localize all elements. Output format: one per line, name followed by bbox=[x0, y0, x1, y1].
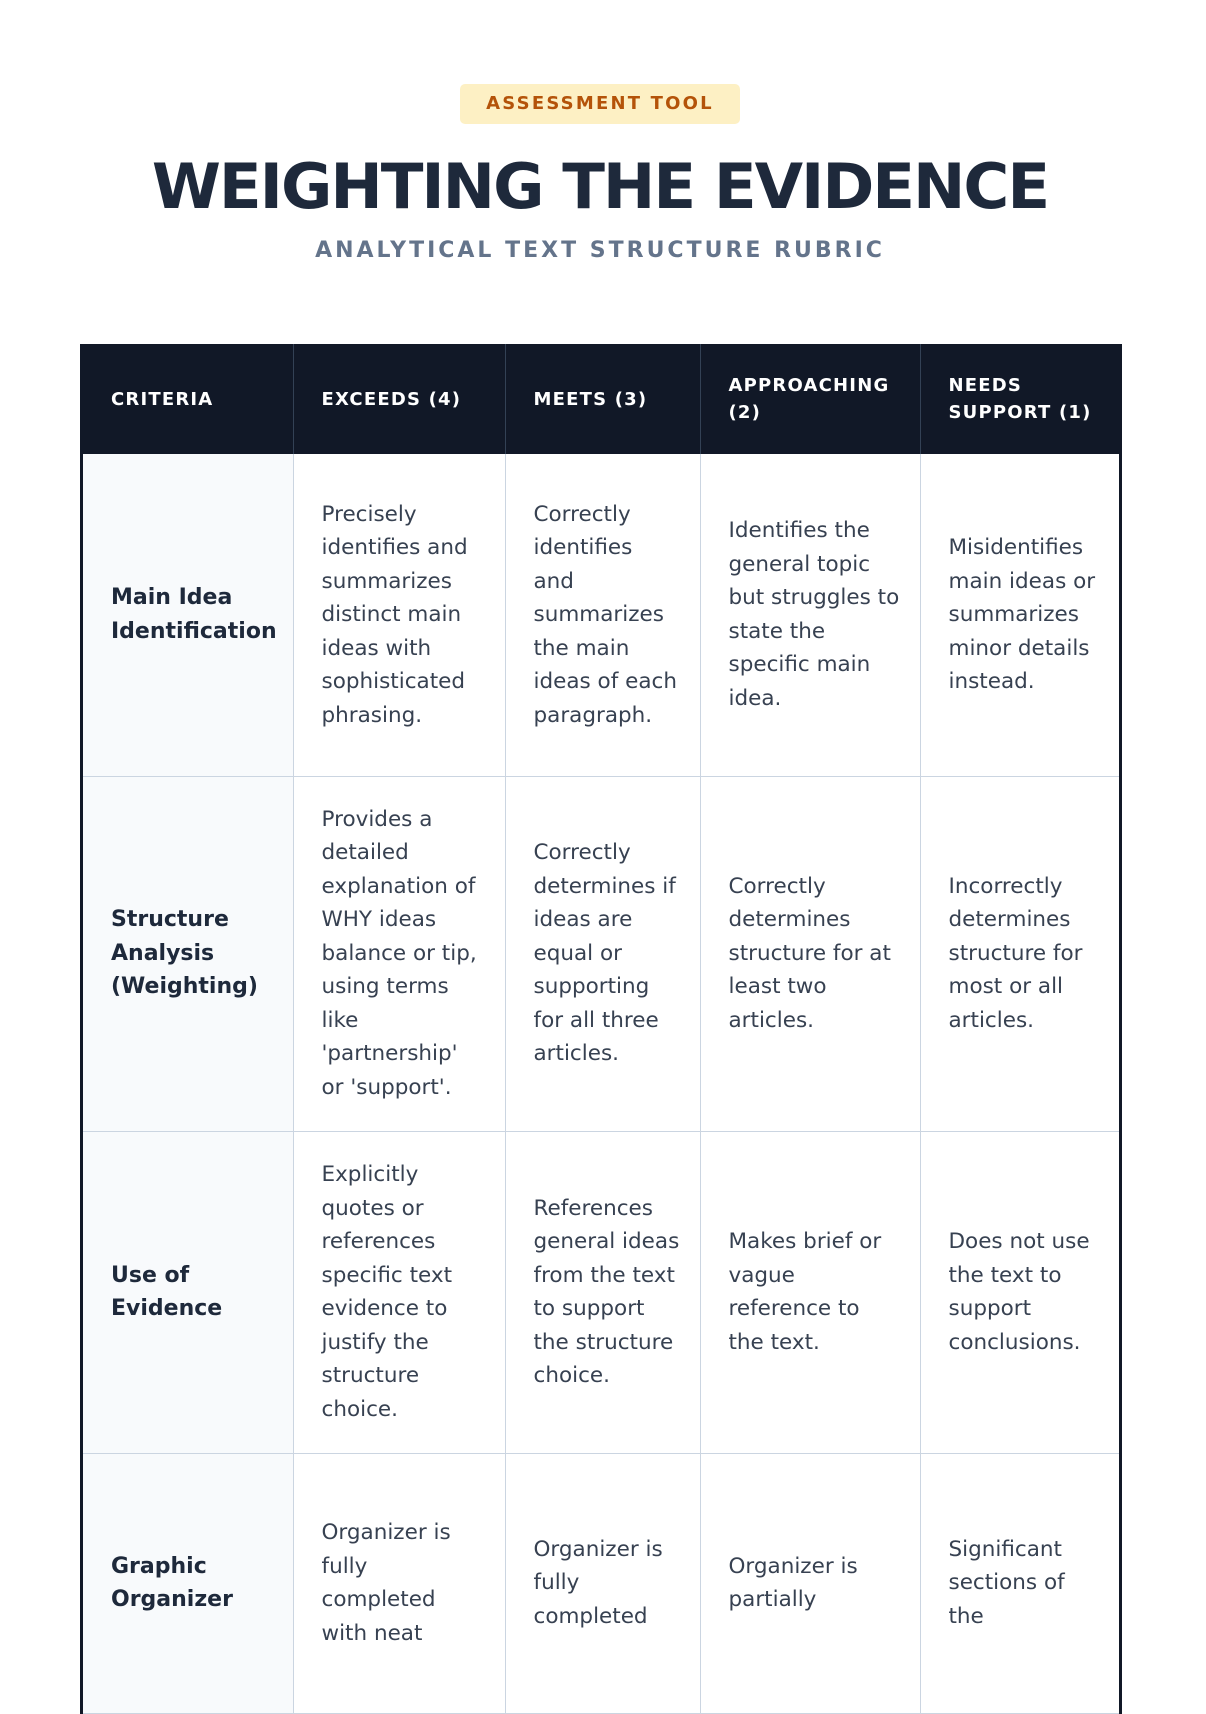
column-header-approaching: APPROACHING (2) bbox=[700, 344, 920, 454]
criteria-cell: Graphic Organizer bbox=[83, 1453, 293, 1713]
table-row bbox=[83, 1453, 1119, 1713]
exceeds-cell: Precisely identifies and summarizes distinct main ideas with sophisticated phrasing. bbox=[293, 454, 505, 776]
needs-support-cell: Misidentifies main ideas or summarizes minor details instead. bbox=[920, 454, 1119, 776]
approaching-cell: Makes brief or vague reference to the text. bbox=[700, 1131, 920, 1453]
header-row bbox=[83, 344, 1119, 454]
approaching-cell: Organizer is partially bbox=[700, 1453, 920, 1713]
page-title: WEIGHTING THE EVIDENCE bbox=[151, 150, 1049, 223]
rubric-table bbox=[83, 344, 1119, 1714]
criteria-cell: Structure Analysis (Weighting) bbox=[83, 776, 293, 1131]
approaching-cell: Correctly determines structure for at least two articles. bbox=[700, 776, 920, 1131]
needs-support-cell: Significant sections of the bbox=[920, 1453, 1119, 1713]
meets-cell: Organizer is fully completed bbox=[505, 1453, 700, 1713]
column-header-needs-support: NEEDS SUPPORT (1) bbox=[920, 344, 1119, 454]
approaching-cell: Identifies the general topic but struggles to state the specific main idea. bbox=[700, 454, 920, 776]
table-row bbox=[83, 454, 1119, 776]
meets-cell: References general ideas from the text to support the structure choice. bbox=[505, 1131, 700, 1453]
column-header-meets: MEETS (3) bbox=[505, 344, 700, 454]
rubric-header bbox=[83, 344, 1119, 454]
exceeds-cell: Provides a detailed explanation of WHY ideas balance or tip, using terms like 'partnership' or 'support'. bbox=[293, 776, 505, 1131]
criteria-cell: Use of Evidence bbox=[83, 1131, 293, 1453]
table-row bbox=[83, 776, 1119, 1131]
category-badge: ASSESSMENT TOOL bbox=[460, 84, 740, 124]
needs-support-cell: Incorrectly determines structure for most or all articles. bbox=[920, 776, 1119, 1131]
rubric-table-container bbox=[80, 344, 1122, 1714]
needs-support-cell: Does not use the text to support conclusions. bbox=[920, 1131, 1119, 1453]
exceeds-cell: Organizer is fully completed with neat bbox=[293, 1453, 505, 1713]
table-row bbox=[83, 1131, 1119, 1453]
meets-cell: Correctly identifies and summarizes the main ideas of each paragraph. bbox=[505, 454, 700, 776]
meets-cell: Correctly determines if ideas are equal or supporting for all three articles. bbox=[505, 776, 700, 1131]
column-header-criteria: CRITERIA bbox=[83, 344, 293, 454]
criteria-cell: Main Idea Identification bbox=[83, 454, 293, 776]
exceeds-cell: Explicitly quotes or references specific text evidence to justify the structure choice. bbox=[293, 1131, 505, 1453]
column-header-exceeds: EXCEEDS (4) bbox=[293, 344, 505, 454]
rubric-body bbox=[83, 454, 1119, 1713]
page-header bbox=[0, 0, 1200, 266]
page-subtitle: ANALYTICAL TEXT STRUCTURE RUBRIC bbox=[315, 238, 885, 263]
